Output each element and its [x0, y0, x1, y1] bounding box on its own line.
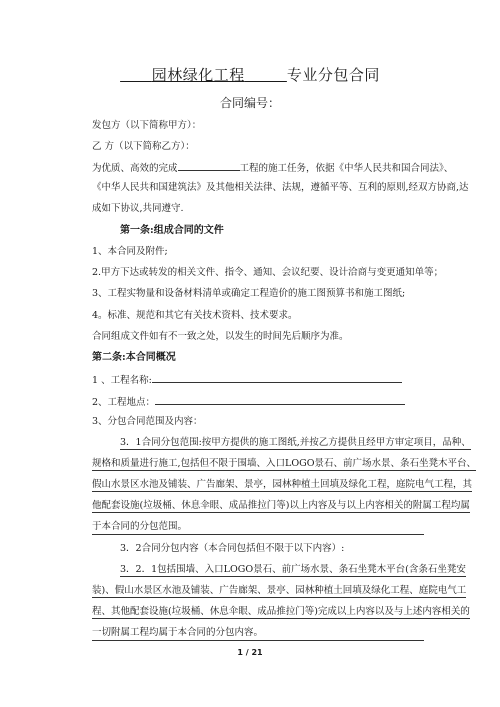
title-project-name: 园林绿化工程 — [151, 66, 245, 84]
scope-1-line-1: 3．1合同分包范围:按甲方提供的施工图纸,并按乙方提供且经甲方审定项目，品种、 — [120, 437, 471, 448]
project-site-line: 2、工程地点： — [92, 394, 405, 409]
article2-heading: 第二条:本合同概况 — [92, 352, 176, 363]
page-number: 1 / 21 — [237, 648, 263, 657]
scope-2-line-3: 程、其他配套设施(垃圾桶、休息伞眼、成品推拉门等)完成以上内容以及与上述内容相关的 — [92, 606, 470, 617]
scope-2-line-4: 一切附属工程均属于本合同的分包内容。 — [92, 626, 424, 641]
article1-item-2: 2.甲方下达或转发的相关文件、指令、通知、会议纪要、设计洽商与变更通知单等； — [92, 267, 444, 278]
article1-item-3: 3、工程实物量和设备材料清单或确定工程造价的施工图预算书和施工图纸; — [92, 288, 406, 299]
article1-heading: 第一条:组成合同的文件 — [120, 225, 224, 236]
party-a-line: 发包方（以下简称甲方）： — [92, 120, 202, 131]
scope-1-line-3: 假山水景区水池及铺装、广告廊架、景亭，园林种植土回填及绿化工程，庭院电气工程，其 — [92, 479, 473, 490]
page-title — [0, 64, 500, 85]
scope-2-line-1: 3．2．1包括围墙、入口LOGO景石、前广场水景、条石坐凳木平台(含条石坐凳安 — [120, 564, 466, 575]
title-suffix: 专业分包合同 — [286, 66, 380, 84]
scope-1-line-4: 他配套设施(垃圾桶、休息伞眼、成品推拉门等)以上内容及与以上内容相关的附属工程均属 — [92, 500, 470, 511]
article1-note: 合同组成文件如有不一致之处，以发生的时间先后顺序为准。 — [92, 331, 349, 342]
blank-project-name — [178, 160, 240, 171]
scope-1-line-5: 于本合同的分包范围。 — [92, 520, 424, 535]
project-name-line: 1 、工程名称: — [92, 372, 402, 387]
intro-line-2: 《中华人民共和国建筑法》及其他相关法律、法规，遵循平等、互利的原则,经双方协商,达 — [92, 182, 469, 193]
contract-number: 合同编号： — [219, 96, 280, 110]
scope-1-line-2: 规格和质量进行施工,包括但不限于围墙、入口LOGO景石、前广场水景、条石坐凳木平台、 — [92, 458, 476, 469]
scope-2-title: 3．2合同分包内容（本合同包括但不限于以下内容）: — [120, 543, 345, 554]
article1-item-1: 1、本合同及附件; — [92, 246, 168, 257]
intro-line-1: 为优质、高效的完成 工程的施工任务，依据《中华人民共和国合同法》、 — [92, 160, 453, 175]
intro-line-3: 成如下协议,共同遵守. — [92, 203, 184, 214]
scope-title: 3、分包合同范围及内容： — [92, 416, 203, 427]
blank-project-name-field — [152, 372, 402, 383]
article1-item-4: 4。标准、规范和其它有关技术资料、技术要求。 — [92, 310, 298, 321]
scope-2-line-2: 装)、假山水景区水池及铺装、广告廊架、景亭、园林种植土回填及绿化工程、庭院电气工 — [92, 585, 467, 596]
blank-project-site-field — [155, 394, 405, 405]
party-b-line: 乙 方（以下简称乙方）： — [92, 141, 195, 152]
